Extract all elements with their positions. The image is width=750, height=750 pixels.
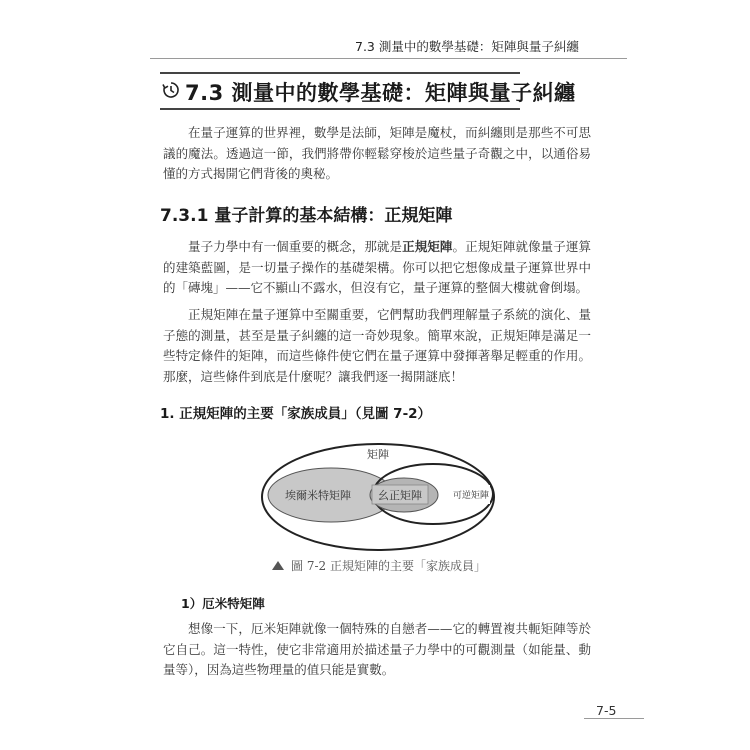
intro-text: 在量子運算的世界裡，數學是法師，矩陣是魔杖，而糾纏則是那些不可思議的魔法。透過這一節，我們將帶你輕鬆穿梭於這些量子奇觀之中，以通俗易懂的方式揭開它們背後的奧秘。 [163,125,591,181]
left-label: 埃爾米特矩陣 [285,489,351,502]
subsection-title: 7.3.1 量子計算的基本結構：正規矩陣 [160,206,453,226]
venn-diagram [258,440,498,555]
header-rule [150,58,627,59]
section-rule-top [160,72,520,74]
para1-rest: 。正規矩陣就像量子運算的建築藍圖，是一切量子操作的基礎架構。你可以把它想像成量子運算世界中的「磚塊」——它不顯山不露水，但沒有它，量子運算的整個大樓就會倒塌。 [163,239,591,295]
paragraph-2: 正規矩陣在量子運算中至關重要，它們幫助我們理解量子系統的演化、量子態的測量，甚至是量子糾纏的這一奇妙現象。簡單來說，正規矩陣是滿足一些特定條件的矩陣，而這些條件使它們在量子運算中發揮著舉足輕重的作用。那麼，這些條件到底是什麼呢？讓我們逐一揭開謎底！ [163,307,591,384]
caption-text: 圖 7-2 正規矩陣的主要「家族成員」 [291,559,486,573]
running-header: 7.3 測量中的數學基礎：矩陣與量子糾纏 [355,39,579,54]
paragraph-normal-matrix [163,237,591,299]
item-heading: 1. 正規矩陣的主要「家族成員」（見圖 7-2） [160,406,432,422]
term-normal-matrix: 正規矩陣 [402,239,453,254]
footer-rule [584,718,644,719]
figure-caption [272,557,486,574]
para1-lead: 量子力學中有一個重要的概念，那就是 [188,239,403,254]
paragraph-hermitian [163,619,591,681]
triangle-icon [272,561,284,570]
page-number: 7-5 [596,703,617,718]
section-rule-bottom [160,108,520,110]
paragraph-3: 想像一下，厄米矩陣就像一個特殊的自戀者——它的轉置複共軛矩陣等於它自己。這一特性，使它非常適用於描述量子力學中的可觀測量（如能量、動量等），因為這些物理量的值只能是實數。 [163,621,591,677]
outer-label: 矩陣 [367,448,389,461]
paragraph-importance [163,305,591,387]
spiral-arrow-icon [162,81,180,99]
intro-paragraph [163,123,591,185]
right-label: 可逆矩陣 [452,491,490,501]
paragraph-1 [163,237,591,299]
subitem-heading: 1）厄米特矩陣 [181,596,265,611]
section-title: 7.3 測量中的數學基礎：矩陣與量子糾纏 [185,81,576,105]
center-label: 幺正矩陣 [378,489,422,502]
